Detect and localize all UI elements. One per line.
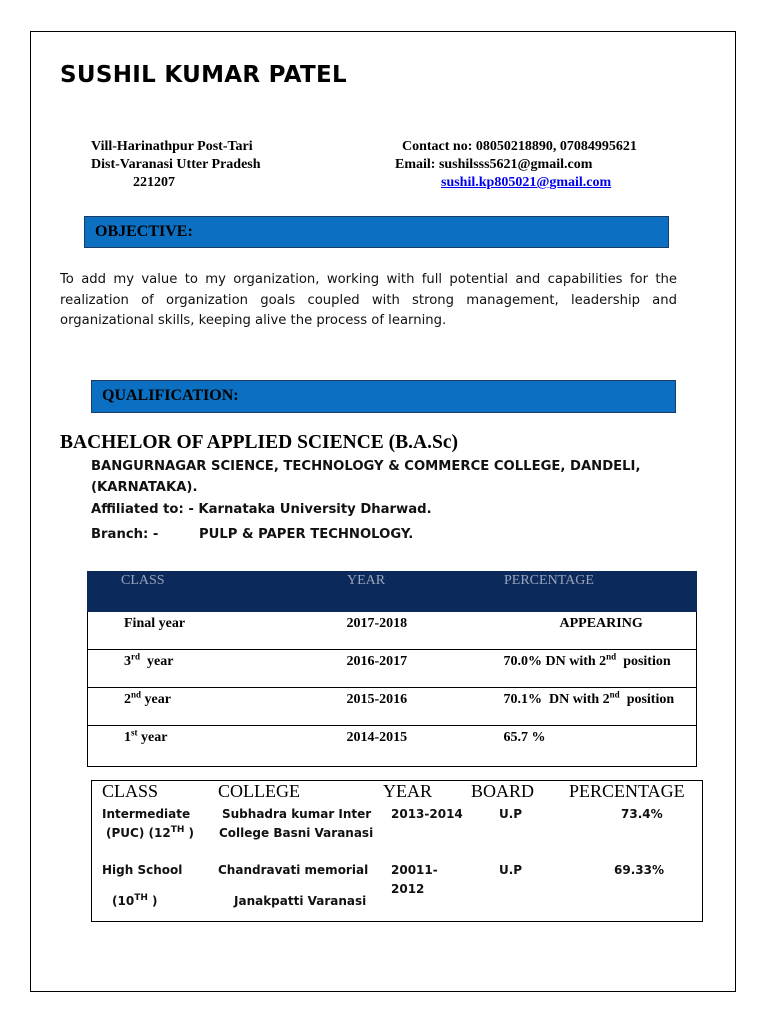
- college-name-line-1: BANGURNAGAR SCIENCE, TECHNOLOGY & COMMERCE COLLEGE, DANDELI,: [91, 459, 641, 474]
- cell-class: High School (10TH ): [102, 863, 183, 908]
- header-percentage: PERCENTAGE: [569, 781, 685, 801]
- degree-table-header: [88, 572, 697, 612]
- table-row: [92, 805, 703, 861]
- email-secondary-link[interactable]: sushil.kp805021@gmail.com: [441, 175, 612, 190]
- cell-class: 3rd year: [88, 650, 347, 688]
- header-board: BOARD: [471, 781, 535, 801]
- cell-percentage: 70.1% DN with 2nd position: [504, 688, 697, 726]
- email-primary: Email: sushilsss5621@gmail.com: [395, 157, 593, 172]
- cell-percentage: APPEARING: [504, 612, 697, 650]
- cell-class: 2nd year: [88, 688, 347, 726]
- header-college: COLLEGE: [218, 781, 300, 801]
- table-row: [92, 861, 703, 922]
- cell-year: 2014-2015: [347, 726, 504, 767]
- cell-college: Chandravati memorial Janakpatti Varanasi: [218, 863, 369, 908]
- cell-year: 20011-2012: [391, 863, 438, 896]
- cell-class: Final year: [88, 612, 347, 650]
- objective-text: To add my value to my organization, working with full potential and capabilities for the realization of organization goals coupled with strong management, leadership and organizational skills, keeping alive the process of learning.: [60, 272, 677, 328]
- candidate-name: SUSHIL KUMAR PATEL: [60, 62, 347, 88]
- cell-percentage: 73.4%: [621, 807, 663, 821]
- address-line-1: Vill-Harinathpur Post-Tari: [91, 139, 253, 154]
- degree-results-table: [87, 571, 697, 767]
- cell-percentage: 70.0% DN with 2nd position: [504, 650, 697, 688]
- header-percentage: PERCENTAGE: [504, 572, 697, 612]
- address-pincode: 221207: [133, 175, 175, 190]
- header-year: YEAR: [347, 572, 504, 612]
- table-row: [88, 688, 697, 726]
- header-class: CLASS: [88, 572, 347, 612]
- school-results-table: [91, 780, 703, 922]
- cell-year: 2013-2014: [391, 807, 463, 821]
- cell-percentage: 65.7 %: [504, 726, 697, 767]
- cell-class: 1st year: [88, 726, 347, 767]
- branch-label: Branch: -: [91, 527, 159, 542]
- cell-class: Intermediate (PUC) (12TH ): [102, 807, 195, 840]
- table-row: [88, 650, 697, 688]
- header-year: YEAR: [383, 781, 432, 801]
- table-row: [88, 612, 697, 650]
- cell-college: Subhadra kumar Inter College Basni Varanasi: [219, 807, 374, 840]
- college-name-line-2: (KARNATAKA).: [91, 480, 198, 495]
- objective-heading-bar: [84, 216, 669, 248]
- address-line-2: Dist-Varanasi Utter Pradesh: [91, 157, 261, 172]
- table-row: [88, 726, 697, 767]
- contact-numbers: Contact no: 08050218890, 07084995621: [402, 139, 637, 154]
- header-class: CLASS: [102, 781, 159, 801]
- cell-board: U.P: [499, 863, 523, 877]
- affiliation: Affiliated to: - Karnataka University Dharwad.: [91, 502, 432, 517]
- cell-board: U.P: [499, 807, 523, 821]
- qualification-heading: QUALIFICATION:: [102, 387, 239, 404]
- cell-year: 2017-2018: [347, 612, 504, 650]
- cell-year: 2016-2017: [347, 650, 504, 688]
- qualification-heading-bar: [91, 380, 676, 413]
- cell-percentage: 69.33%: [614, 863, 664, 877]
- degree-title: BACHELOR OF APPLIED SCIENCE (B.A.Sc): [60, 432, 458, 453]
- cell-year: 2015-2016: [347, 688, 504, 726]
- objective-heading: OBJECTIVE:: [95, 223, 193, 240]
- school-table-header: [92, 781, 703, 806]
- branch-value: PULP & PAPER TECHNOLOGY.: [199, 527, 414, 542]
